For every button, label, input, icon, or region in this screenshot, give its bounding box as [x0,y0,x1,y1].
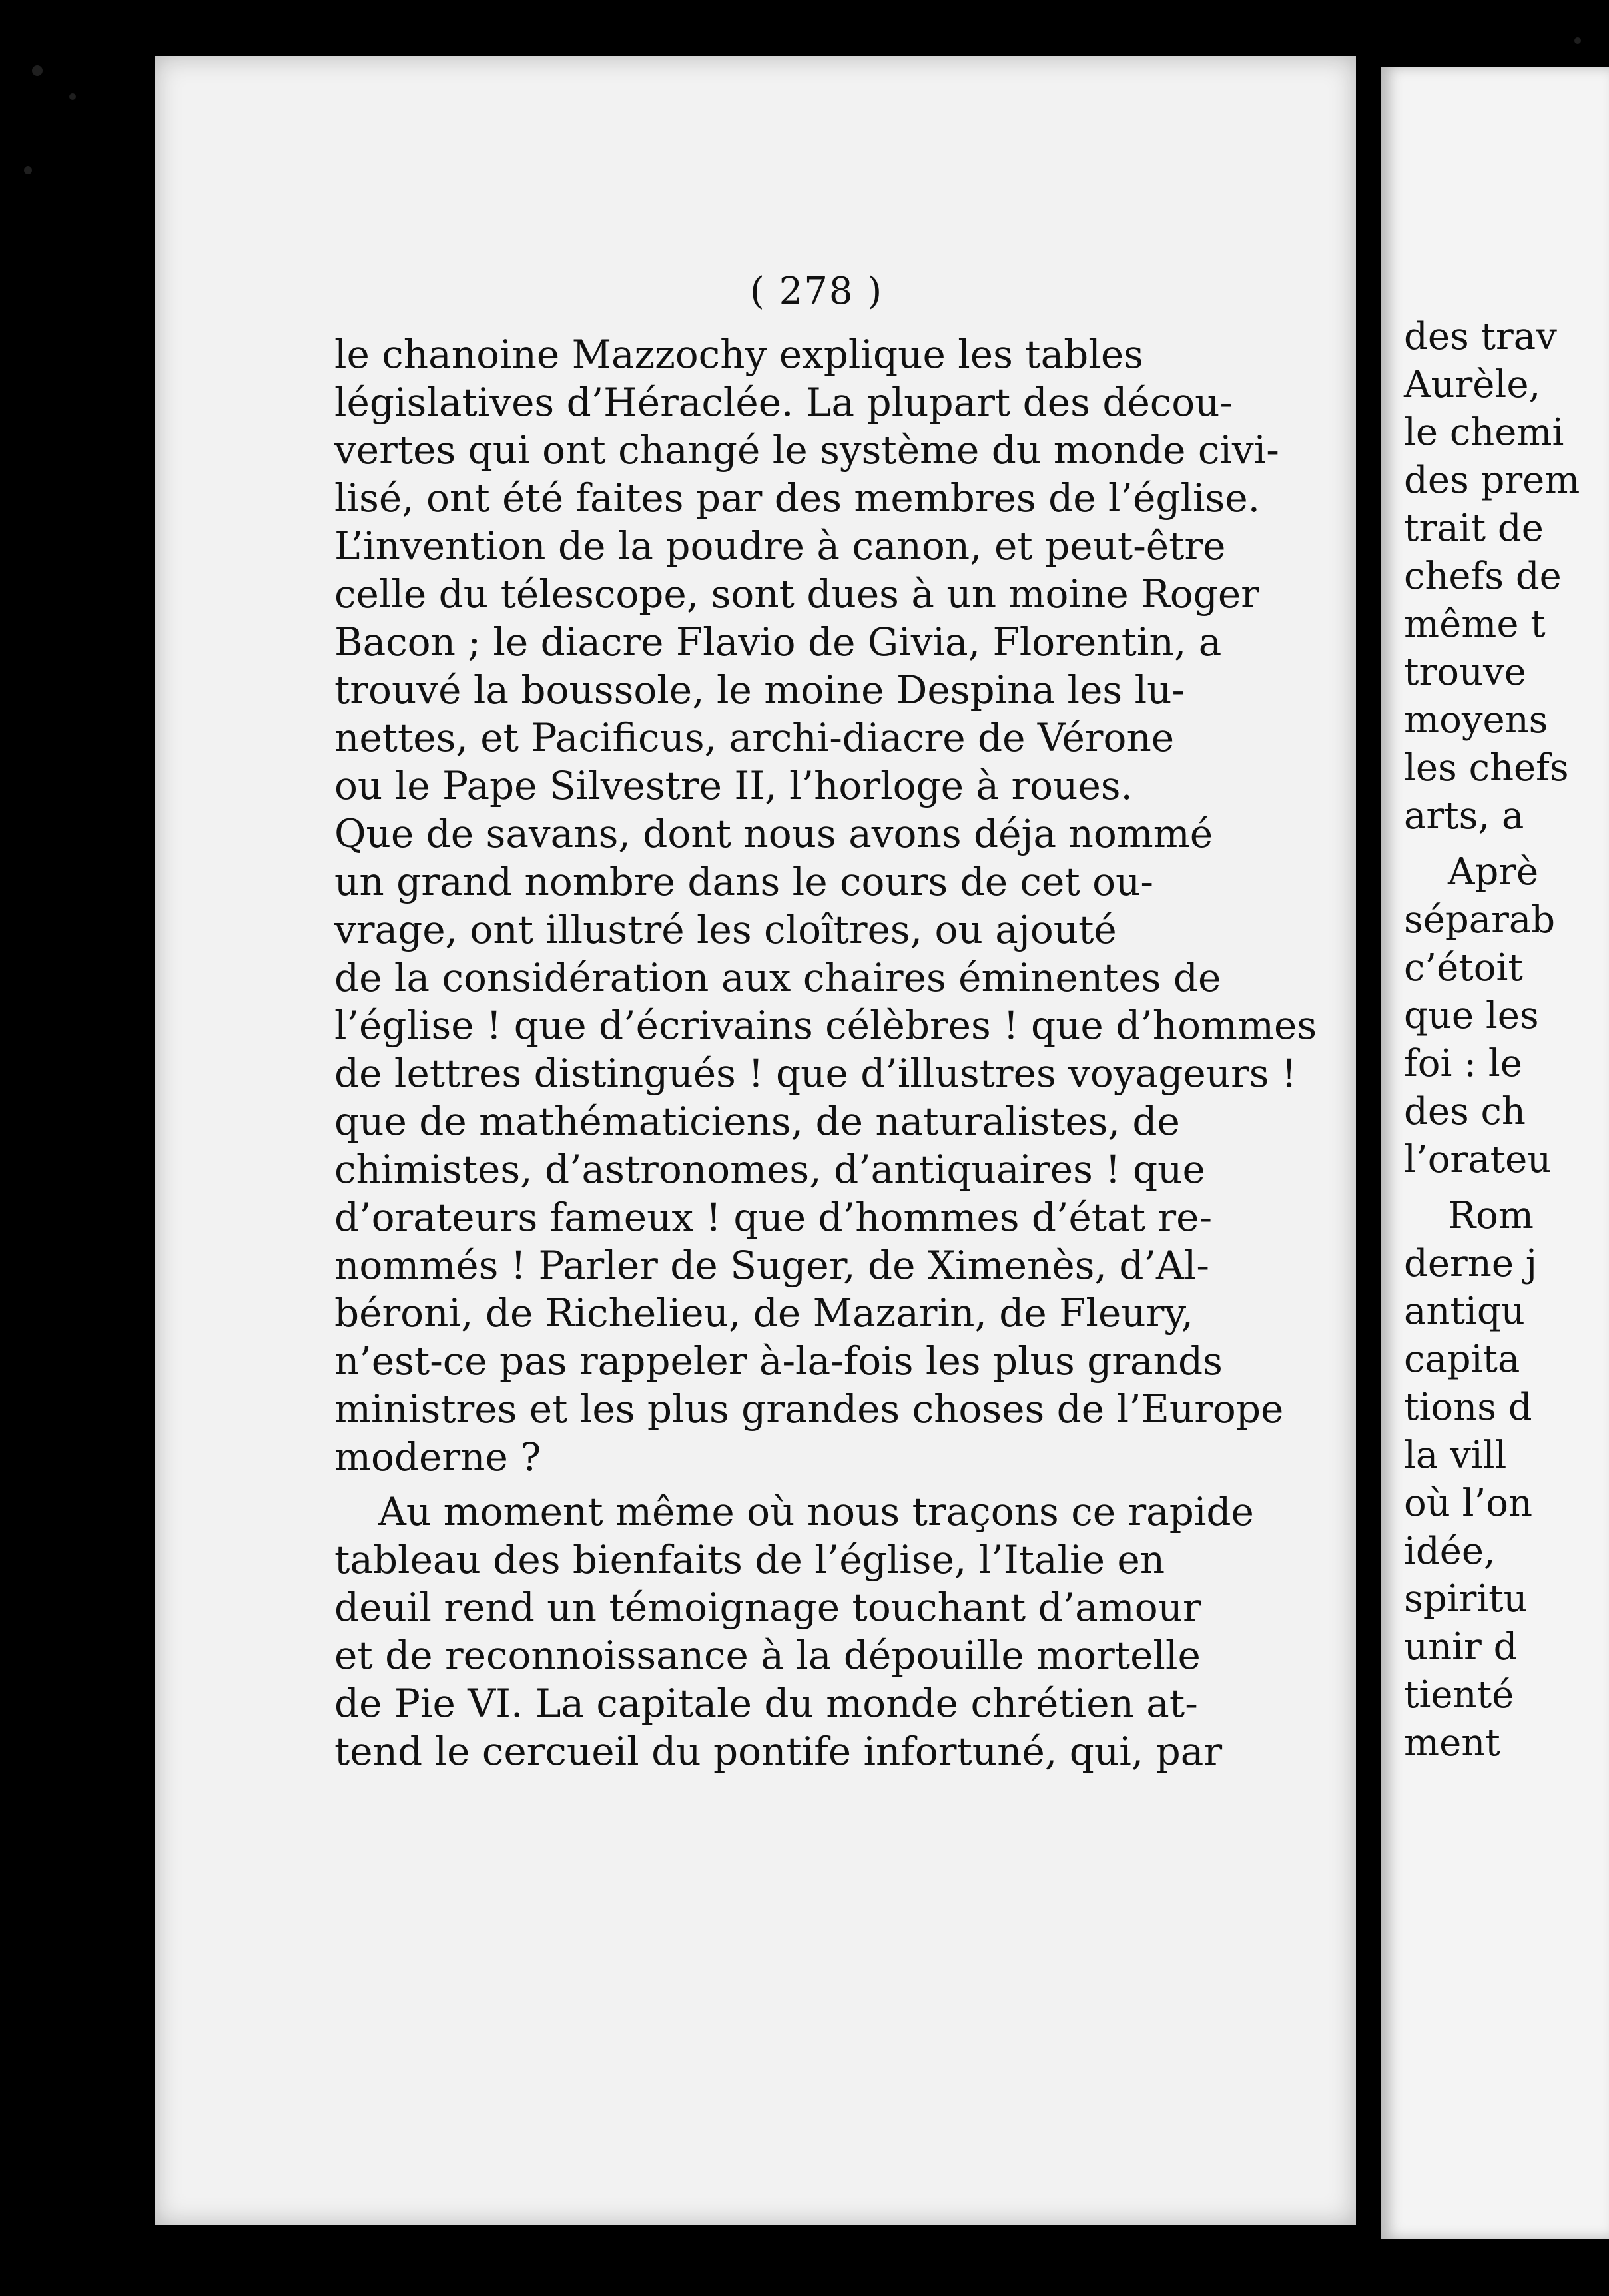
text-line: Bacon ; le diacre Flavio de Givia, Florentin, a [334,619,1222,665]
text-line: de Pie VI. La capitale du monde chrétien at- [334,1681,1198,1726]
right-text-line: Rom [1448,1194,1534,1237]
text-line: vertes qui ont changé le système du monde civi- [334,428,1279,473]
right-text-line: séparab [1404,898,1556,942]
left-page-text [334,330,1317,1775]
text-line: béroni, de Richelieu, de Mazarin, de Fleury, [334,1291,1193,1336]
right-text-line: moyens [1404,699,1548,742]
right-text-line: trouve [1404,651,1526,694]
right-text-line: tions d [1404,1386,1532,1429]
right-text-line: foi : le [1404,1042,1522,1085]
right-text-line: que les [1404,994,1539,1037]
scan-speck [1574,37,1581,44]
text-line: chimistes, d’astronomes, d’antiquaires ! que [334,1147,1205,1192]
text-line: L’invention de la poudre à canon, et peut-être [334,523,1226,569]
right-text-line: idée, [1404,1530,1496,1573]
right-text-line: où l’on [1404,1482,1533,1525]
text-line: d’orateurs fameux ! que d’hommes d’état re- [334,1195,1213,1240]
right-text-line: des ch [1404,1090,1526,1133]
right-text-line: le chemi [1404,411,1564,454]
text-line: que de mathématiciens, de naturalistes, de [334,1099,1180,1144]
page-number: ( 278 ) [750,270,884,313]
scan-speck [24,166,32,174]
right-text-line: trait de [1404,507,1544,550]
text-line: tend le cercueil du pontife infortuné, qui, par [334,1729,1223,1774]
text-line: n’est-ce pas rappeler à-la-fois les plus grands [334,1338,1223,1384]
right-text-line: la vill [1404,1434,1507,1477]
right-text-line: derne j [1404,1242,1538,1285]
right-text-line: unir d [1404,1625,1518,1669]
right-text-line: les chefs [1404,746,1569,790]
text-line: Que de savans, dont nous avons déja nommé [334,811,1213,856]
right-text-line: tienté [1404,1673,1514,1717]
right-text-line: capita [1404,1338,1520,1381]
scan-speck [32,65,43,76]
text-line: trouvé la boussole, le moine Despina les lu- [334,667,1185,713]
scan-speck [69,93,76,100]
right-page-text-fragments [1404,313,1609,1767]
text-line: législatives d’Héraclée. La plupart des décou- [334,380,1233,425]
text-line: de la considération aux chaires éminentes de [334,955,1221,1000]
right-text-line: des trav [1404,315,1557,358]
right-text-line: Aurèle, [1404,363,1541,406]
text-line: nettes, et Pacificus, archi-diacre de Vérone [334,715,1175,760]
text-line: ou le Pape Silvestre II, l’horloge à roues. [334,763,1133,808]
text-line: vrage, ont illustré les cloîtres, ou ajouté [334,907,1117,952]
text-line: le chanoine Mazzochy explique les tables [334,332,1143,377]
right-text-line: l’orateu [1404,1138,1552,1181]
text-line: celle du télescope, sont dues à un moine Roger [334,571,1259,617]
right-text-line: Aprè [1448,850,1539,894]
text-line: deuil rend un témoignage touchant d’amour [334,1585,1201,1630]
text-line: lisé, ont été faites par des membres de l’église. [334,475,1261,521]
text-line: un grand nombre dans le cours de cet ou- [334,859,1153,904]
right-text-line: c’étoit [1404,946,1523,990]
text-line: de lettres distingués ! que d’illustres voyageurs ! [334,1051,1297,1096]
text-line: Au moment même où nous traçons ce rapide [378,1489,1254,1534]
right-text-line: spiritu [1404,1578,1528,1621]
right-text-line: des prem [1404,459,1580,502]
text-line: tableau des bienfaits de l’église, l’Italie en [334,1537,1165,1582]
right-text-line: arts, a [1404,794,1524,838]
right-text-line: ment [1404,1721,1500,1765]
right-text-line: chefs de [1404,555,1562,598]
text-line: nommés ! Parler de Suger, de Ximenès, d’Al- [334,1243,1209,1288]
right-text-line: antiqu [1404,1290,1525,1333]
right-text-line: même t [1404,603,1546,646]
text-line: l’église ! que d’écrivains célèbres ! que d’hommes [334,1003,1317,1048]
text-line: et de reconnoissance à la dépouille mortelle [334,1633,1201,1678]
text-line: ministres et les plus grandes choses de l’Europe [334,1386,1284,1432]
text-line: moderne ? [334,1434,541,1480]
